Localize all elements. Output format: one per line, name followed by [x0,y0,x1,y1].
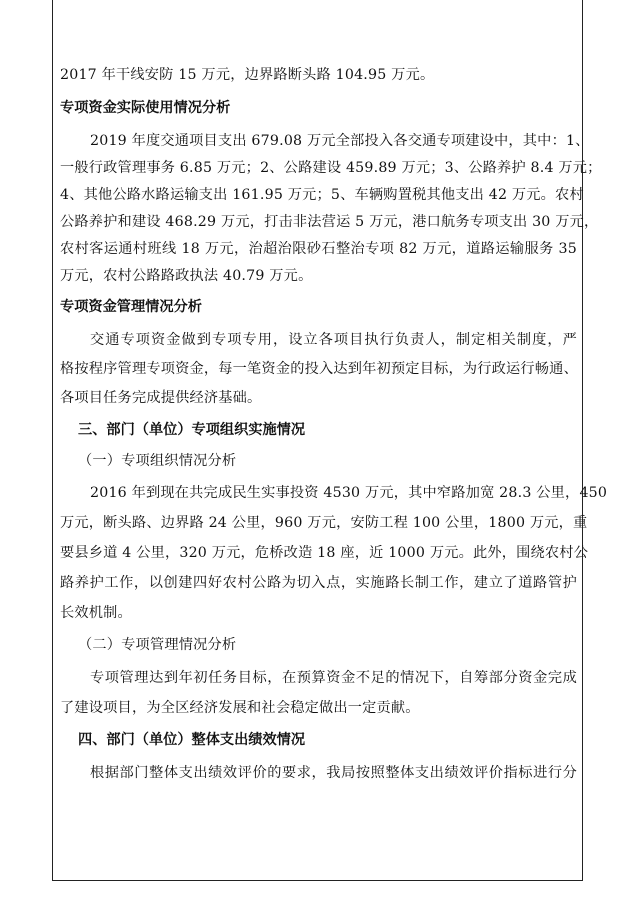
paragraph-line: 要县乡道 4 公里，320 万元，危桥改造 18 座，近 1000 万元。此外，围绕农村公 [60,545,589,561]
paragraph-line: 根据部门整体支出绩效评价的要求，我局按照整体支出绩效评价指标进行分 [90,765,577,781]
paragraph-line: 了建设项目，为全区经济发展和社会稳定做出一定贡献。 [60,700,420,716]
paragraph-line: 2019 年度交通项目支出 679.08 万元全部投入各交通专项建设中，其中：1、 [90,133,590,149]
paragraph-line: 万元，断头路、边界路 24 公里，960 万元，安防工程 100 公里，1800 万元，重 [60,515,588,531]
document-body [60,62,608,786]
paragraph-line: 路养护工作，以创建四好农村公路为切入点，实施路长制工作，建立了道路管护 [60,575,577,591]
subsection-heading: （一）专项组织情况分析 [78,453,237,469]
paragraph-line: 4、其他公路水路运输支出 161.95 万元；5、车辆购置税其他支出 42 万元。农村 [60,187,584,203]
paragraph-line: 公路养护和建设 468.29 万元，打击非法营运 5 万元，港口航务专项支出 30 万元， [60,214,599,230]
paragraph-line: 长效机制。 [60,605,132,621]
paragraph-line: 一般行政管理事务 6.85 万元；2、公路建设 459.89 万元；3、公路养护 8.4 万元； [60,160,602,176]
paragraph-line: 农村客运通村班线 18 万元，治超治限砂石整治专项 82 万元，道路运输服务 35 [60,241,577,257]
section-heading: 四、部门（单位）整体支出绩效情况 [78,732,306,748]
table-border-top [52,0,583,57]
paragraph-line: 交通专项资金做到专项专用，设立各项目执行负责人，制定相关制度，严 [90,332,577,348]
paragraph-line: 2017 年干线安防 15 万元，边界路断头路 104.95 万元。 [60,67,435,83]
paragraph-line: 各项目任务完成提供经济基础。 [60,390,262,406]
paragraph-line: 万元，农村公路路政执法 40.79 万元。 [60,268,313,284]
paragraph-line: 2016 年到现在共完成民生实事投资 4530 万元，其中窄路加宽 28.3 公里，450 [90,485,608,501]
subsection-heading: （二）专项管理情况分析 [78,637,237,653]
paragraph-line: 格按程序管理专项资金，每一笔资金的投入达到年初预定目标，为行政运行畅通、 [60,361,578,377]
paragraph-line: 专项管理达到年初任务目标，在预算资金不足的情况下，自筹部分资金完成 [90,670,577,686]
section-heading: 专项资金实际使用情况分析 [60,100,231,116]
section-heading: 三、部门（单位）专项组织实施情况 [78,422,306,438]
section-heading: 专项资金管理情况分析 [60,299,202,315]
